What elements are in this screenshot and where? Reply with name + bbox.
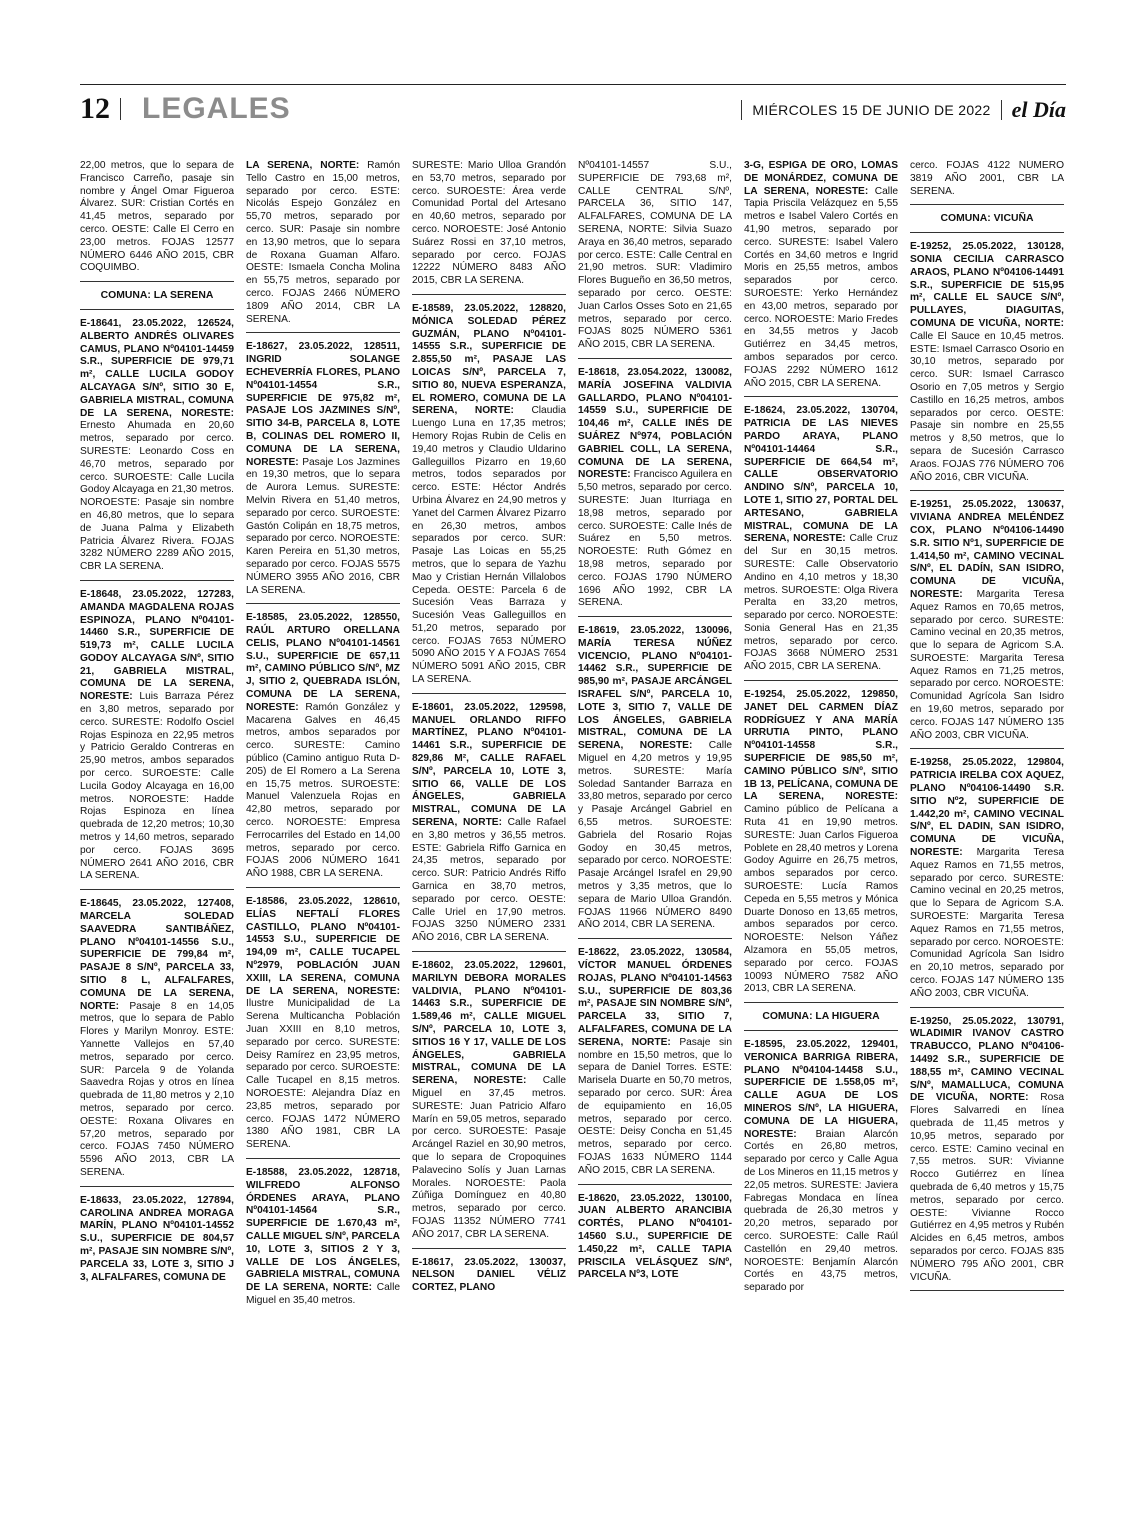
separator-rule — [910, 1290, 1064, 1291]
legal-notice — [910, 1016, 1064, 1285]
legal-notice — [412, 960, 566, 1242]
notice-body: Braian Alarcón Cortés en 26,80 metros, separado por cerco y Calle Agua de Los Mineros en 11,15 metros y 22,05 metros. SURESTE: Javiera Fabregas Mondaca en línea quebrada de 26,30 metros y 20,20 metros, separado por cerco. SUROESTE: Calle Raúl Castellón en 29,40 metros. NOROESTE: Benjamín Alarcón Cortés en 43,75 metros, separado por — [744, 1128, 898, 1294]
notice-body: Calle Miguel en 4,20 metros y 19,95 metros. SURESTE: María Soledad Santander Barraza en 33,80 metros, separado por cerco y Pasaje Arcángel Gabriel en 6,55 metros. SUROESTE: Gabriela del Rosario Rojas Godoy en 30,45 metros, separado por cerco. NOROESTE: Pasaje Arcángel Israfel en 29,90 metros y 3,35 metros, que lo separa de Mario Ulloa Grandón. FOJAS 11966 NÚMERO 8490 AÑO 2014, CBR LA SERENA. — [578, 740, 732, 931]
notice-body: Ilustre Municipalidad de La Serena Multicancha Población Juan XXIII en 8,10 metros, separado por cerco. SURESTE: Deisy Ramírez en 23,95 metros, separado por cerco. SUROESTE: Calle Tucapel en 8,15 metros. NOROESTE: Alejandra Díaz en 23,85 metros, separado por cerco. FOJAS 1472 NÚMERO 1380 AÑO 1981, CBR LA SERENA. — [246, 998, 400, 1151]
notice-heading: E-18602, 23.05.2022, 129601, MARILYN DEBORA MORALES VALDIVIA, PLANO Nº04101-14463 S.R., SUPERFICIE DE 1.589,46 m², CALLE MIGUEL S/Nº, PARCELA 10, LOTE 3, SITIOS 16 Y 17, VALLE DE LOS ÁNGELES, GABRIELA MISTRAL, COMUNA DE LA SERENA, NORESTE: — [412, 960, 566, 1087]
legal-notice — [412, 1257, 566, 1295]
notice-continuation — [412, 160, 566, 288]
separator-rule — [744, 396, 898, 397]
notice-heading: E-18619, 23.05.2022, 130096, MARÍA TERESA NÚÑEZ VICENCIO, PLANO Nº04101-14462 S.R., SUPERFICIE DE 985,90 m², PASAJE ARCÁNGEL ISRAFEL S/Nº, PARCELA 10, LOTE 3, SITIO 7, VALLE DE LOS ÁNGELES, GABRIELA MISTRAL, COMUNA DE LA SERENA, NORESTE: — [578, 625, 732, 752]
notice-heading: E-18595, 23.05.2022, 129401, VERONICA BARRIGA RIBERA, PLANO Nº04104-14458 S.U., SUPERFICIE DE 1.558,05 m², CALLE AGUA DE LOS MINEROS S/Nº, LA HIGUERA, COMUNA DE LA HIGUERA, NORESTE: — [744, 1039, 898, 1140]
header-separator — [120, 98, 121, 120]
notice-heading: E-18620, 23.05.2022, 130100, JUAN ALBERTO ARANCIBIA CORTÉS, PLANO Nº04101-14560 S.U., SUPERFICIE DE 1.450,22 m², CALLE TAPIA PRISCILA VELÁSQUEZ S/Nº, PARCELA Nº3, LOTE — [578, 1192, 732, 1281]
separator-rule — [578, 616, 732, 617]
separator-rule — [578, 1184, 732, 1185]
separator-rule — [910, 748, 1064, 749]
notice-body: Calle Miguel en 35,40 metros. — [246, 1282, 400, 1306]
separator-rule — [412, 1248, 566, 1249]
separator-rule — [80, 580, 234, 581]
notice-heading: E-18588, 23.05.2022, 128718, WILFREDO ALFONSO ÓRDENES ARAYA, PLANO Nº04101-14564 S.R., SUPERFICIE DE 1.670,43 m², CALLE MIGUEL S/Nº, PARCELA 10, LOTE 3, SITIOS 2 Y 3, VALLE DE LOS ÁNGELES, GABRIELA MISTRAL, COMUNA DE LA SERENA, NORTE: — [246, 1166, 400, 1294]
separator-rule — [744, 1030, 898, 1031]
legal-notice — [910, 241, 1064, 484]
separator-rule — [246, 1158, 400, 1159]
separator-rule — [246, 887, 400, 888]
legal-notice — [246, 341, 400, 597]
separator-rule — [910, 490, 1064, 491]
legal-notice — [412, 702, 566, 945]
notice-body: Pasaje Los Jazmines en 19,30 metros, que lo separa de Aurora Lemus. SURESTE: Melvin Rivera en 51,40 metros, separado por cerco. SUROESTE: Gastón Colipán en 18,75 metros, separado por cerco. NOROESTE: Karen Pereira en 51,30 metros, separado por cerco. FOJAS 5575 NÚMERO 3955 AÑO 2016, CBR LA SERENA. — [246, 456, 400, 596]
separator-rule — [578, 938, 732, 939]
legal-notices-columns — [80, 160, 1066, 1460]
notice-body: Margarita Teresa Aquez Ramos en 70,65 metros, separado por cerco. SURESTE: Camino vecinal en 20,35 metros, que lo separa de Agricom S.A. SUROESTE: Margarita Teresa Aquez Ramos en 71,25 metros, separado por cerco. NOROESTE: Comunidad Agrícola San Isidro en 19,60 metros, separado por cerco. FOJAS 147 NÚMERO 135 AÑO 2003, CBR VICUÑA. — [910, 588, 1064, 741]
header-separator — [1001, 100, 1002, 120]
separator-rule — [412, 294, 566, 295]
notice-heading: E-18645, 23.05.2022, 127408, MARCELA SOLEDAD SAAVEDRA SANTIBÁÑEZ, PLANO Nº04101-14556 S.U., SUPERFICIE DE 799,84 m², PASAJE 8 S/Nº, PARCELA 33, SITIO 8 L, ALFALFARES, COMUNA DE LA SERENA, NORTE: — [80, 898, 234, 1012]
legal-notice — [412, 303, 566, 687]
separator-rule — [246, 332, 400, 333]
legal-notice — [744, 405, 898, 674]
notice-body: Ramón Tello Castro en 15,00 metros, separado por cerco. ESTE: Nicolás Espejo González en 55,70 metros, separado por cerco. SUR: Pasaje sin nombre en 13,90 metros, que lo separa de Roxana Guaman Alfaro. OESTE: Ismaela Concha Molina en 55,75 metros, separado por cerco. FOJAS 2466 NÚMERO 1809 AÑO 2014, CBR LA SERENA. — [246, 160, 400, 325]
separator-rule — [910, 204, 1064, 205]
notice-body: Nº04101-14557 S.U., SUPERFICIE DE 793,68 m², CALLE CENTRAL S/Nº, PARCELA 36, SITIO 147, ALFALFARES, COMUNA DE LA SERENA, NORTE: Silvia Suazo Araya en 36,40 metros, separado por cerco. ESTE: Calle Central en 21,90 metros. SUR: Vladimiro Flores Bugueño en 36,50 metros, separado por cerco. OESTE: Juan Carlos Osses Soto en 21,65 metros, separado por cerco. FOJAS 8025 NÚMERO 5361 AÑO 2015, CBR LA SERENA. — [578, 160, 732, 351]
top-rule — [80, 84, 1066, 85]
notice-heading: E-18624, 23.05.2022, 130704, PATRICIA DE LAS NIEVES PARDO ARAYA, PLANO Nº04101-14464 S.R., SUPERFICIE DE 664,54 m², CALLE OBSERVATORIO ANDINO S/Nº, PARCELA 10, LOTE 1, SITIO 27, PORTAL DEL ARTESANO, GABRIELA MISTRAL, COMUNA DE LA SERENA, NORESTE: — [744, 405, 898, 545]
notice-body: Luis Barraza Pérez en 3,80 metros, separado por cerco. SURESTE: Rodolfo Osciel Rojas Espinoza en 22,95 metros y Patricio Geraldo Contreras en 25,90 metros, ambos separados por cerco. SUROESTE: Calle Lucila Godoy Alcayaga en 16,00 metros. NOROESTE: Hadde Rojas Espinoza en línea quebrada de 12,20 metros; 10,30 metros y 14,60 metros, separado por cerco. FOJAS 3695 NÚMERO 2641 AÑO 2016, CBR LA SERENA. — [80, 691, 234, 882]
notice-heading: E-18627, 23.05.2022, 128511, INGRID SOLANGE ECHEVERRÍA FLORES, PLANO Nº04101-14554 S.R., SUPERFICIE DE 975,82 m², PASAJE LOS JAZMINES S/Nº, SITIO 34-B, PARCELA 8, LOTE B, COLINAS DEL ROMERO II, COMUNA DE LA SERENA, NORESTE: — [246, 341, 400, 468]
header-separator — [741, 100, 742, 120]
comuna-heading: COMUNA: LA HIGUERA — [762, 1011, 880, 1023]
notice-heading: E-19251, 25.05.2022, 130637, VIVIANA ANDREA MELÉNDEZ COX, PLANO Nº04106-14490 S.R. SITIO Nº1, SUPERFICIE DE 1.414,50 m², CAMINO VECINAL S/Nº, EL DADÍN, SAN ISIDRO, COMUNA DE VICUÑA, NORESTE: — [910, 499, 1064, 600]
notice-heading: E-19250, 25.05.2022, 130791, WLADIMIR IVANOV CASTRO TRABUCCO, PLANO Nº04106-14492 S.R., SUPERFICIE DE 188,55 m², CAMINO VECINAL S/Nº, MAMALLUCA, COMUNA DE VICUÑA, NORTE: — [910, 1015, 1064, 1104]
page-header — [80, 92, 1066, 128]
notice-body: cerco. FOJAS 4122 NÚMERO 3819 AÑO 2001, CBR LA SERENA. — [910, 160, 1064, 197]
legal-notice — [80, 318, 234, 574]
separator-rule — [910, 1007, 1064, 1008]
separator-rule — [80, 889, 234, 890]
legal-notice — [744, 160, 898, 390]
notice-body: Ernesto Ahumada en 20,60 metros, separado por cerco. SURESTE: Leonardo Coss en 46,70 metros, separado por cerco. SUROESTE: Calle Lucila Godoy Alcayaga en 21,30 metros. NOROESTE: Pasaje sin nombre en 46,80 metros, que lo separa de Juana Palma y Elizabeth Patricia Álvarez Rivera. FOJAS 3282 NÚMERO 2289 AÑO 2015, CBR LA SERENA. — [80, 420, 234, 573]
notice-heading: E-19252, 25.05.2022, 130128, SONIA CECILIA CARRASCO ARAOS, PLANO Nº04106-14491 S.R., SUPERFICIE DE 515,95 m², CALLE EL SAUCE S/Nº, PULLAYES, DIAGUITAS, COMUNA DE VICUÑA, NORTE: — [910, 241, 1064, 329]
notice-body: Calle Cruz del Sur en 30,15 metros. SURESTE: Calle Observatorio Andino en 4,10 metros y 18,30 metros. SUROESTE: Olga Rivera Peralta en 33,20 metros, separado por cerco. NOROESTE: Sonia General Has en 21,35 metros, separado por cerco. FOJAS 3668 NÚMERO 2531 AÑO 2015, CBR LA SERENA. — [744, 533, 898, 673]
separator-rule — [412, 951, 566, 952]
separator-rule — [246, 603, 400, 604]
column-1 — [80, 160, 234, 1460]
notice-body: Camino público de Pelícana a Ruta 41 en 19,90 metros. SURESTE: Juan Carlos Figueroa Poblete en 28,40 metros y Lorena Godoy Aguirre en 26,75 metros, ambos separados por cerco. SUROESTE: Lucía Ramos Cepeda en 5,55 metros y Mónica Duarte Donoso en 13,65 metros, ambos separados por cerco. NOROESTE: Nelson Yáñez Alzamora en 55,05 metros, separado por cerco. FOJAS 10093 NÚMERO 7582 AÑO 2013, CBR LA SERENA. — [744, 804, 898, 995]
notice-body: Ramón González y Macarena Galves en 46,45 metros, ambos separados por cerco. SURESTE: Camino público (Camino antiguo Ruta D-205) de El Romero a La Serena en 15,75 metros. SUROESTE: Manuel Valenzuela Rojas en 42,80 metros, separado por cerco. NOROESTE: Empresa Ferrocarriles del Estado en 14,00 metros, separado por cerco. FOJAS 2006 NÚMERO 1641 AÑO 1988, CBR LA SERENA. — [246, 701, 400, 880]
publication-date: MIÉRCOLES 15 DE JUNIO DE 2022 — [752, 102, 991, 118]
legal-notice — [744, 1039, 898, 1295]
notice-body: Calle Rafael en 3,80 metros y 36,55 metros. ESTE: Gabriela Riffo Garnica en 24,35 metros, separado por cerco. SUR: Patricio Andrés Riffo Garnica en 38,70 metros, separado por cerco. OESTE: Calle Uriel en 17,90 metros. FOJAS 3250 NÚMERO 2331 AÑO 2016, CBR LA SERENA. — [412, 817, 566, 944]
notice-continuation — [910, 160, 1064, 198]
column-5 — [744, 160, 898, 1460]
legal-notice — [246, 896, 400, 1152]
notice-body: Rosa Flores Salvarredi en línea quebrada de 11,45 metros y 10,95 metros, separado por cerco. ESTE: Camino vecinal en 7,55 metros. SUR: Vivianne Rocco Gutiérrez en línea quebrada de 6,40 metros y 15,75 metros, separado por cerco. OESTE: Vivianne Rocco Gutiérrez en 4,95 metros y Rubén Alcides en 6,45 metros, ambos separados por cerco. FOJAS 835 NÚMERO 795 AÑO 2001, CBR VICUÑA. — [910, 1092, 1064, 1283]
notice-continuation — [80, 160, 234, 275]
notice-heading: E-18641, 23.05.2022, 126524, ALBERTO ANDRÉS OLIVARES CAMUS, PLANO Nº04101-14459 S.R., SUPERFICIE DE 979,71 m², CALLE LUCILA GODOY ALCAYAGA S/Nº, SITIO 30 E, GABRIELA MISTRAL, COMUNA DE LA SERENA, NORESTE: — [80, 317, 234, 419]
notice-heading: E-18586, 23.05.2022, 128610, ELÍAS NEFTALÍ FLORES CASTILLO, PLANO Nº04101-14553 S.U., SUPERFICIE DE 194,09 m², CALLE TUCAPEL Nº2979, POBLACIÓN JUAN XXIII, LA SERENA, COMUNA DE LA SERENA, NORESTE: — [246, 896, 400, 997]
legal-notice — [578, 625, 732, 932]
separator-rule — [744, 1002, 898, 1003]
separator-rule — [578, 358, 732, 359]
separator-rule — [910, 232, 1064, 233]
separator-rule — [80, 309, 234, 310]
notice-heading: E-18589, 23.05.2022, 128820, MÓNICA SOLEDAD PÉREZ GUZMÁN, PLANO Nº04101-14555 S.R., SUPERFICIE DE 2.855,50 m², PASAJE LAS LOICAS S/Nº, PARCELA 7, SITIO 80, NUEVA ESPERANZA, EL ROMERO, COMUNA DE LA SERENA, NORTE: — [412, 302, 566, 417]
legal-notice — [910, 757, 1064, 1000]
column-2 — [246, 160, 400, 1460]
column-4 — [578, 160, 732, 1460]
header-right — [741, 96, 1066, 124]
notice-heading: E-18618, 23.054.2022, 130082, MARÍA JOSEFINA VALDIVIA GALLARDO, PLANO Nº04101-14559 S.U., SUPERFICIE DE 104,46 m², CALLE INÉS DE SUÁREZ Nº974, POBLACIÓN GABRIEL COLL, LA SERENA, COMUNA DE LA SERENA, NORESTE: — [578, 366, 732, 481]
column-3 — [412, 160, 566, 1460]
notice-heading: E-18648, 23.05.2022, 127283, AMANDA MAGDALENA ROJAS ESPINOZA, PLANO Nº04101-14460 S.R., SUPERFICIE DE 519,73 m², CALLE LUCILA GODOY ALCAYAGA S/Nº, SITIO 21, GABRIELA MISTRAL, COMUNA DE LA SERENA, NORESTE: — [80, 588, 234, 703]
section-title: LEGALES — [142, 92, 291, 125]
legal-notice — [246, 160, 400, 326]
notice-heading: E-18585, 23.05.2022, 128550, RAÚL ARTURO ORELLANA CELIS, PLANO Nº04101-14561 S.U., SUPERFICIE DE 657,11 m², CAMINO PÚBLICO S/Nº, MZ J, SITIO 2, QUEBRADA ISLÓN, COMUNA DE LA SERENA, NORESTE: — [246, 612, 400, 713]
separator-rule — [80, 281, 234, 282]
notice-heading: E-19258, 25.05.2022, 129804, PATRICIA IRELBA COX AQUEZ, PLANO Nº04106-14490 S.R. SITIO Nº2, SUPERFICIE DE 1.442,20 m², CAMINO VECINAL S/Nº, EL DADIN, SAN ISIDRO, COMUNA DE VICUÑA, NORESTE: — [910, 757, 1064, 859]
separator-rule — [744, 680, 898, 681]
page-number: 12 — [80, 92, 110, 125]
legal-notice — [578, 947, 732, 1177]
legal-notice — [578, 367, 732, 610]
legal-notice — [578, 1193, 732, 1283]
comuna-heading: COMUNA: LA SERENA — [100, 290, 214, 302]
column-6 — [910, 160, 1064, 1460]
notice-body: Francisco Aguilera en 5,50 metros, separado por cerco. SURESTE: Juan Iturriaga en 18,98 metros, separado por cerco. SUROESTE: Calle Inés de Suárez en 5,50 metros. NOROESTE: Ruth Gómez en 18,98 metros, separado por cerco. FOJAS 1790 NÚMERO 1696 AÑO 1992, CBR LA SERENA. — [578, 469, 732, 609]
separator-rule — [80, 1186, 234, 1187]
legal-notice — [80, 1195, 234, 1285]
legal-notice — [910, 499, 1064, 742]
notice-heading: E-18617, 23.05.2022, 130037, NELSON DANIEL VÉLIZ CORTEZ, PLANO — [412, 1256, 566, 1294]
notice-body: Claudia Luengo Luna en 17,35 metros; Hemory Rojas Rubin de Celis en 19,40 metros y Claudio Uldarino Galleguillos Pizarro en 19,60 metros, todos separados por cerco. ESTE: Héctor Andrés Urbina Álvarez en 24,90 metros y Yanet del Carmen Álvarez Pizarro en 26,30 metros, ambos separados por cerco. SUR: Pasaje Las Loicas en 55,25 metros, que lo separa de Yazhu Mao y Cristian Hernán Villalobos Cepeda. OESTE: Parcela 6 de Sucesión Veas Barraza y Sucesión Veas Galleguillos en 51,20 metros, separado por cerco. FOJAS 7653 NÚMERO 5090 AÑO 2015 Y A FOJAS 7654 NÚMERO 5091 AÑO 2015, CBR LA SERENA. — [412, 405, 566, 686]
notice-body: Calle Tapia Priscila Velázquez en 5,55 metros e Isabel Valero Cortés en 41,90 metros, separado por cerco. SURESTE: Isabel Valero Cortés en 34,60 metros e Ingrid Moris en 25,55 metros, ambos separados por cerco. SUROESTE: Yerko Hernández en 43,00 metros, separado por cerco. NOROESTE: Mario Fredes en 34,55 metros y Jacob Gutiérrez en 34,45 metros, ambos separados por cerco. FOJAS 2292 NÚMERO 1612 AÑO 2015, CBR LA SERENA. — [744, 185, 898, 389]
legal-notice — [246, 1167, 400, 1308]
newspaper-logo: el Día — [1011, 97, 1066, 122]
notice-body: Calle El Sauce en 10,45 metros. ESTE: Ismael Carrasco Osorio en 30,10 metros, separado por cerco. SUR: Ismael Carrasco Osorio en 7,05 metros y Sergio Castillo en 16,25 metros, ambos separados por cerco. OESTE: Pasaje sin nombre en 25,55 metros y 8,50 metros, que lo separa de Sucesión Carrasco Araos. FOJAS 776 NÚMERO 706 AÑO 2016, CBR VICUÑA. — [910, 330, 1064, 483]
legal-notice — [80, 589, 234, 883]
notice-heading: LA SERENA, NORTE: — [246, 160, 360, 171]
notice-body: 22,00 metros, que lo separa de Francisco Carreño, pasaje sin nombre y Ángel Omar Figueroa Álvarez. SUR: Cristian Cortés en 41,45 metros, separado por cerco. OESTE: Calle El Cerro en 23,00 metros. FOJAS 12577 NÚMERO 6446 AÑO 2015, CBR COQUIMBO. — [80, 160, 234, 274]
notice-body: Pasaje sin nombre en 15,50 metros, que lo separa de Daniel Torres. ESTE: Marisela Duarte en 50,70 metros, separado por cerco. SUR: Área de equipamiento en 16,05 metros, separado por cerco. OESTE: Deisy Concha en 51,45 metros, separado por cerco. FOJAS 1633 NÚMERO 1144 AÑO 2015, CBR LA SERENA. — [578, 1036, 732, 1176]
legal-notice — [246, 612, 400, 881]
notice-continuation — [578, 160, 732, 352]
legal-notice — [80, 898, 234, 1180]
notice-heading: E-18622, 23.05.2022, 130584, VÍCTOR MANUEL ÓRDENES ROJAS, PLANO Nº04101-14563 S.U., SUPERFICIE DE 803,36 m², PASAJE SIN NOMBRE S/Nº, PARCELA 33, SITIO 7, ALFALFARES, COMUNA DE LA SERENA, NORTE: — [578, 947, 732, 1048]
notice-body: Margarita Teresa Aquez Ramos en 71,55 metros, separado por cerco. SURESTE: Camino vecinal en 20,25 metros, que lo Separa de Agricom S.A. SUROESTE: Margarita Teresa Aquez Ramos en 71,55 metros, separado por cerco. NOROESTE: Comunidad Agrícola San Isidro en 20,10 metros, separado por cerco. FOJAS 147 NÚMERO 135 AÑO 2003, CBR VICUÑA. — [910, 847, 1064, 999]
legal-notice — [744, 689, 898, 996]
comuna-heading: COMUNA: VICUÑA — [940, 213, 1034, 225]
notice-body: Pasaje 8 en 14,05 metros, que lo separa de Pablo Flores y Marilyn Monroy. ESTE: Yannette Vallejos en 57,40 metros, separado por cerco. SUR: Parcela 9 de Yolanda Saavedra Rojas y otros en línea quebrada de 11,80 metros y 2,10 metros, separado por cerco. OESTE: Roxana Olivares en 57,20 metros, separado por cerco. FOJAS 7450 NÚMERO 5596 AÑO 2013, CBR LA SERENA. — [80, 1000, 234, 1178]
notice-body: SURESTE: Mario Ulloa Grandón en 53,70 metros, separado por cerco. SUROESTE: Área verde Comunidad Portal del Artesano en 40,60 metros, separado por cerco. NOROESTE: José Antonio Suárez Rossi en 37,10 metros, separado por cerco. FOJAS 12222 NÚMERO 8483 AÑO 2015, CBR LA SERENA. — [412, 160, 566, 287]
notice-heading: E-18633, 23.05.2022, 127894, CAROLINA ANDREA MORAGA MARÍN, PLANO Nº04101-14552 S.U., SUPERFICIE DE 804,57 m², PASAJE SIN NOMBRE S/Nº, PARCELA 33, LOTE 3, SITIO J 3, ALFALFARES, COMUNA DE — [80, 1194, 234, 1283]
notice-body: Calle Miguel en 37,45 metros. SURESTE: Juan Patricio Alfaro Marín en 59,05 metros, separado por cerco. SUROESTE: Pasaje Arcángel Raziel en 30,90 metros, que lo separa de Cropoquines Palavecino Solís y Juan Larnas Morales. NOROESTE: Paola Zúñiga Domínguez en 40,80 metros, separado por cerco. FOJAS 11352 NÚMERO 7741 AÑO 2017, CBR LA SERENA. — [412, 1075, 566, 1240]
notice-heading: 3-G, ESPIGA DE ORO, LOMAS DE MONÁRDEZ, COMUNA DE LA SERENA, NORESTE: — [744, 160, 898, 197]
separator-rule — [412, 693, 566, 694]
notice-heading: E-18601, 23.05.2022, 129598, MANUEL ORLANDO RIFFO MARTÍNEZ, PLANO Nº04101-14461 S.R., SUPERFICIE DE 829,86 M², CALLE RAFAEL S/Nº, PARCELA 10, LOTE 3, SITIO 66, VALLE DE LOS ÁNGELES, GABRIELA MISTRAL, COMUNA DE LA SERENA, NORTE: — [412, 701, 566, 829]
notice-heading: E-19254, 25.05.2022, 129850, JANET DEL CARMEN DÍAZ RODRÍGUEZ Y ANA MARÍA URRUTIA PINTO, PLANO Nº04101-14558 S.R., SUPERFICIE DE 985,50 m², CAMINO PÚBLICO S/Nº, SITIO 1B 13, PELÍCANA, COMUNA DE LA SERENA, NORESTE: — [744, 689, 898, 803]
